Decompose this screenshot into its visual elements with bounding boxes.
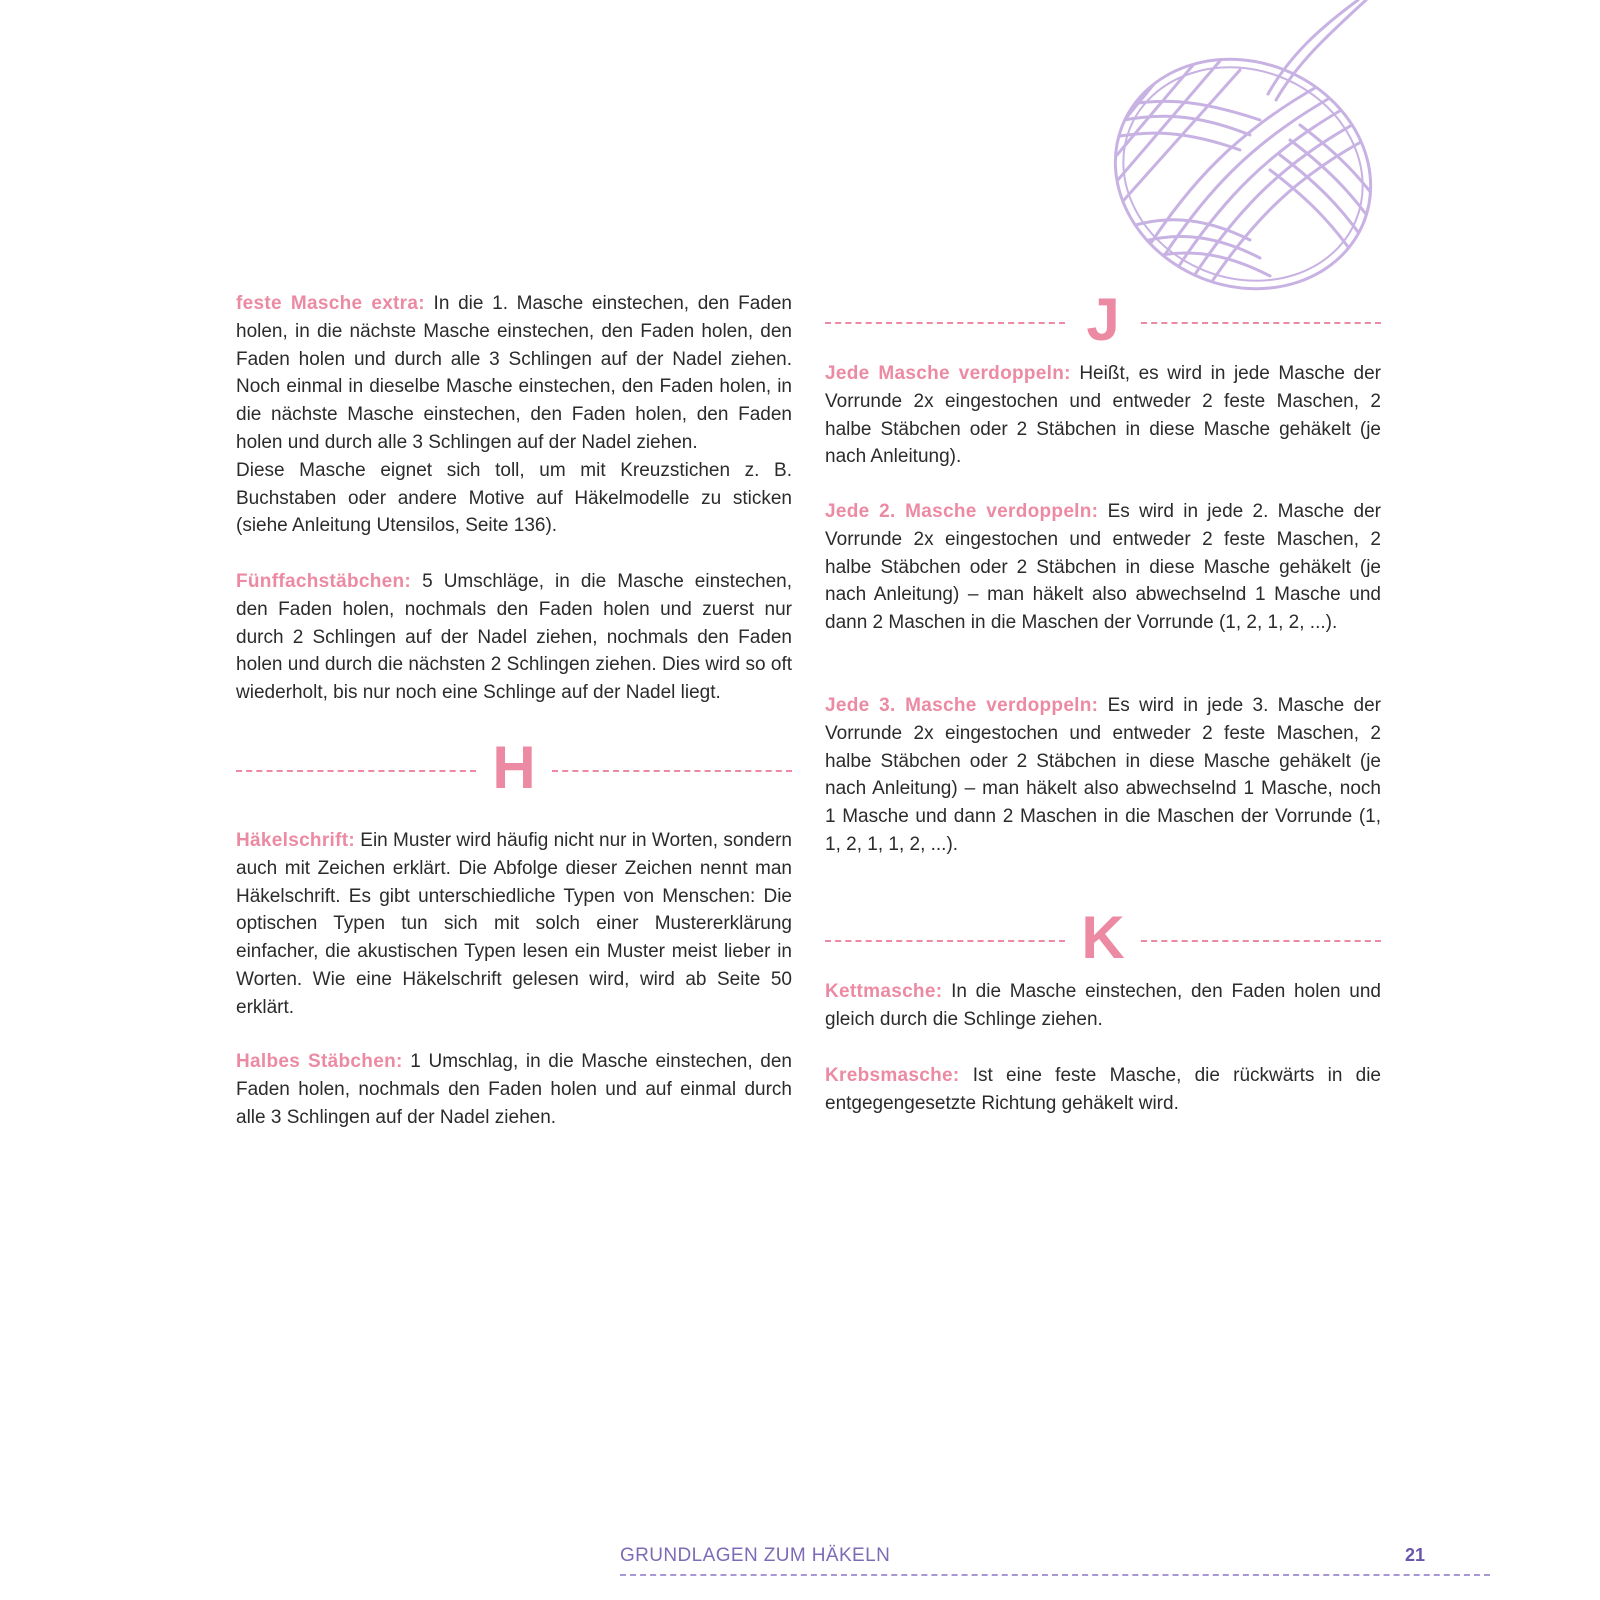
entry-krebsmasche [825, 1062, 1381, 1118]
entry-kettmasche [825, 978, 1381, 1034]
divider [1141, 940, 1381, 942]
entry-text-2: Diese Masche eignet sich toll, um mit Kreuzstichen z. B. Buchstaben oder andere Motive auf Häkelmodelle zu sticken (siehe Anleitung Utensilos, Seite 136). [236, 459, 792, 537]
section-heading-k [825, 904, 1381, 971]
entry-term: Krebsmasche: [825, 1065, 960, 1086]
entry-text: In die 1. Masche einstechen, den Faden holen, in die nächste Masche einstechen, den Faden holen, den Faden holen und durch alle 3 Schlingen auf der Nadel ziehen. Noch einmal in dieselbe Masche einstechen, den Faden holen, in die nächste Masche einstechen, den Faden holen, den Faden holen und durch alle 3 Schlingen auf der Nadel ziehen. [236, 293, 792, 453]
section-letter: H [492, 734, 536, 801]
entry-term: Fünffachstäbchen: [236, 571, 412, 592]
entry-feste-masche-extra [236, 290, 792, 540]
entry-text: Es wird in jede 2. Masche der Vorrunde 2x eingestochen und entweder 2 feste Maschen, 2 halbe Stäbchen oder 2 Stäbchen in diese Masche gehäkelt (je nach Anleitung) – man häkelt also abwechselnd 1 Masche und dann 2 Maschen in die Maschen der Vorrunde (1, 2, 1, 2, ...). [825, 501, 1381, 634]
entry-jede-masche-verdoppeln [825, 360, 1381, 471]
running-footer-title: GRUNDLAGEN ZUM HÄKELN [620, 1545, 891, 1566]
entry-term: Jede 3. Masche verdoppeln: [825, 695, 1099, 716]
entry-fuenffachstaebchen [236, 568, 792, 707]
divider [1141, 322, 1381, 324]
divider [552, 770, 792, 772]
section-letter: J [1086, 286, 1120, 353]
entry-text: Heißt, es wird in jede Masche der Vorrunde 2x eingestochen und entweder 2 feste Maschen, 2 halbe Stäbchen oder 2 Stäbchen in diese Masche gehäkelt (je nach Anleitung). [825, 363, 1381, 468]
entry-halbes-staebchen [236, 1048, 792, 1131]
yarn-ball-icon [1100, 0, 1400, 300]
entry-term: Jede 2. Masche verdoppeln: [825, 501, 1099, 522]
entry-term: feste Masche extra: [236, 293, 425, 314]
section-heading-h [236, 734, 792, 801]
entry-term: Häkelschrift: [236, 830, 355, 851]
entry-jede-2-masche-verdoppeln [825, 498, 1381, 637]
entry-text: 1 Umschlag, in die Masche einstechen, den Faden holen, nochmals den Faden holen und auf einmal durch alle 3 Schlingen auf der Nadel ziehen. [236, 1051, 792, 1128]
entry-text: 5 Umschläge, in die Masche einstechen, den Faden holen, nochmals den Faden holen und zuerst nur durch 2 Schlingen auf der Nadel ziehen, nochmals den Faden holen und durch die nächsten 2 Schlingen ziehen. Dies wird so oft wiederholt, bis nur noch eine Schlinge auf der Nadel liegt. [236, 571, 792, 704]
section-letter: K [1081, 904, 1125, 971]
entry-term: Jede Masche verdoppeln: [825, 363, 1071, 384]
entry-text: Es wird in jede 3. Masche der Vorrunde 2x eingestochen und entweder 2 feste Maschen, 2 halbe Stäbchen oder 2 Stäbchen in diese Masche gehäkelt (je nach Anleitung) – man häkelt also abwechselnd 1 Masche, noch 1 Masche und dann 2 Maschen in die Maschen der Vorrunde (1, 1, 2, 1, 1, 2, ...). [825, 695, 1381, 855]
entry-text: Ein Muster wird häufig nicht nur in Worten, sondern auch mit Zeichen erklärt. Die Abfolge dieser Zeichen nennt man Häkelschrift. Es gibt unterschiedliche Typen von Menschen: Die optischen Typen tun sich mit solch einer Mustererklärung einfacher, die akustischen Typen lesen ein Muster meist lieber in Worten. Wie eine Häkelschrift gelesen wird, wird ab Seite 50 erklärt. [236, 830, 792, 1018]
entry-term: Halbes Stäbchen: [236, 1051, 403, 1072]
entry-term: Kettmasche: [825, 981, 943, 1002]
entry-text: In die Masche einstechen, den Faden holen und gleich durch die Schlinge ziehen. [825, 981, 1381, 1030]
entry-haekelschrift [236, 827, 792, 1022]
section-heading-j [825, 286, 1381, 353]
footer-divider [620, 1574, 1490, 1576]
entry-jede-3-masche-verdoppeln [825, 692, 1381, 859]
entry-text: Ist eine feste Masche, die rückwärts in die entgegengesetzte Richtung gehäkelt wird. [825, 1065, 1381, 1114]
page-number: 21 [1405, 1545, 1426, 1565]
